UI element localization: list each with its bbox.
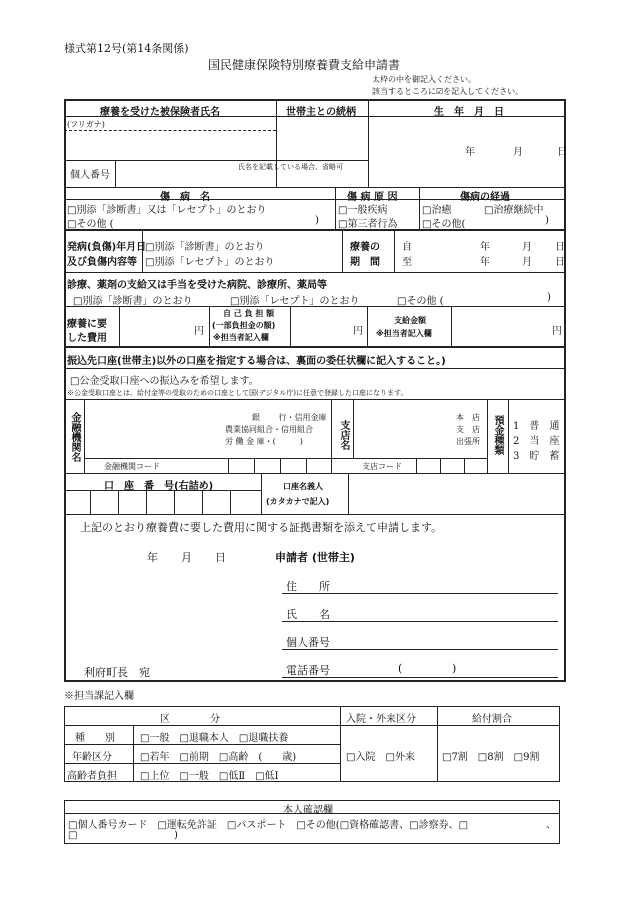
cost-yen: 円 xyxy=(194,326,204,337)
bank-type-3: 労 働 金 庫・( ) xyxy=(225,437,303,446)
inpatient-header: 入院・外来区分 xyxy=(346,714,416,725)
progress-continuing[interactable]: □治療継続中 xyxy=(484,205,544,216)
progress-cured[interactable]: □治癒 xyxy=(422,205,452,216)
to-month-label: 月 xyxy=(522,257,532,268)
account-holder-label-1: 口座名義人 xyxy=(283,482,323,491)
payment-yen: 円 xyxy=(552,326,562,337)
onset-option-diagnosis[interactable]: □別添「診断書」のとおり xyxy=(145,242,265,253)
applicant-name-label: 氏 名 xyxy=(286,608,330,621)
identity-options-line-1[interactable]: □個人番号カード □運転免許証 □パスポート □その他(□資格確認書、□診察券、□ xyxy=(68,820,469,831)
deposit-type-3[interactable]: 3 貯 蓄 xyxy=(513,451,560,462)
hospital-option-other[interactable]: □その他 ( xyxy=(397,296,444,307)
payment-label-2: ※担当者記入欄 xyxy=(376,329,432,338)
payment-label-1: 支給金額 xyxy=(394,316,426,325)
public-account-note: ※公金受取口座とは、給付金等の受取のための口座として国(デジタル庁)に任意で登録した口座になります。 xyxy=(67,389,408,397)
relationship-field[interactable] xyxy=(278,118,366,160)
address-field[interactable] xyxy=(340,575,558,592)
disease-name-option-other[interactable]: □その他 ( xyxy=(67,219,114,230)
account-holder-label-2: (カタカナで記入) xyxy=(266,497,330,506)
bank-type-1: 銀 行・信用金庫 xyxy=(252,413,327,422)
disease-name-header: 傷 病 名 xyxy=(160,192,210,203)
inpatient-options[interactable]: □入院 □外来 xyxy=(346,752,415,763)
recipient: 利府町長 宛 xyxy=(84,666,150,679)
elderly-burden-label: 高齢者負担 xyxy=(67,771,117,782)
birth-month-label: 月 xyxy=(513,147,523,158)
to-day-label: 日 xyxy=(555,257,565,268)
hospital-option-receipt[interactable]: □別添「レセプト」のとおり xyxy=(230,296,360,307)
form-title: 国民健康保険特別療養費支給申請書 xyxy=(208,58,401,72)
phone-paren-open: ( xyxy=(398,662,403,675)
instruction-line-2: 該当するところに☑を記入してください。 xyxy=(372,87,524,96)
cost-label-1: 療養に要 xyxy=(67,319,107,330)
age-category-label: 年齢区分 xyxy=(72,752,112,763)
branch-type-2: 支 店 xyxy=(456,425,480,434)
branch-label: 支店名 xyxy=(338,420,349,450)
personal-number-field[interactable] xyxy=(117,172,365,186)
bank-type-2: 農業協同組合・信用組合 xyxy=(225,425,313,434)
disease-cause-header: 傷 病 原 因 xyxy=(347,192,398,203)
branch-code-label: 支店コード xyxy=(362,462,402,471)
personal-number-label: 個人番号 xyxy=(70,170,110,181)
identity-options-line-1-close: 、 xyxy=(546,820,556,831)
from-year-label: 年 xyxy=(480,242,490,253)
public-account-option[interactable]: □公金受取口座への振込みを希望します。 xyxy=(70,376,259,387)
copay-label-1: 自 己 負 担 額 xyxy=(223,309,275,318)
copay-label-2: (一部負担金の額) xyxy=(212,321,276,330)
type-options[interactable]: □一般 □退職本人 □退職扶養 xyxy=(140,733,289,744)
identity-heading: 本人確認欄 xyxy=(283,805,333,816)
apply-year-label: 年 xyxy=(147,551,158,564)
progress-other-close: ) xyxy=(545,215,549,226)
period-label-1: 療養の xyxy=(350,242,380,253)
instruction-line-1: 太枠の中を御記入ください。 xyxy=(372,75,476,84)
applicant-label: 申請者 (世帯主) xyxy=(275,551,355,564)
hospital-heading: 診療、薬剤の支給又は手当を受けた病院、診療所、薬局等 xyxy=(67,280,327,291)
copay-yen: 円 xyxy=(353,326,363,337)
identity-options-line-2-close: ) xyxy=(174,830,178,841)
declaration-text: 上記のとおり療養費に要した費用に関する証拠書類を添えて申請します。 xyxy=(80,521,443,534)
hospital-option-other-close: ) xyxy=(547,292,551,303)
account-holder-field[interactable] xyxy=(350,475,564,513)
transfer-heading: 振込先口座(世帯主)以外の口座を指定する場合は、裏面の委任状欄に記入すること。) xyxy=(67,356,446,367)
apply-month-label: 月 xyxy=(181,551,192,564)
period-from-label: 自 xyxy=(402,242,412,253)
applicant-name-field[interactable] xyxy=(340,603,558,620)
disease-progress-header: 傷病の経過 xyxy=(460,192,510,203)
deposit-type-2[interactable]: 2 当 座 xyxy=(513,436,560,447)
name-note: 氏名を記載している場合、省略可 xyxy=(238,163,343,171)
cause-third-party[interactable]: □第三者行為 xyxy=(338,219,398,230)
applicant-personal-number-field[interactable] xyxy=(340,631,558,648)
progress-other[interactable]: □その他( xyxy=(422,219,466,230)
benefit-ratio-header: 給付割合 xyxy=(472,714,512,725)
onset-label-1: 発病(負傷)年月日 xyxy=(67,242,147,253)
apply-day-label: 日 xyxy=(215,551,226,564)
bank-name-label: 金融機関名 xyxy=(69,412,80,462)
furigana-label: (フリガナ) xyxy=(67,120,105,129)
deposit-type-1[interactable]: 1 普 通 xyxy=(513,421,560,432)
patient-name-header: 療養を受けた被保険者氏名 xyxy=(100,107,220,118)
cause-general[interactable]: □一般疾病 xyxy=(338,205,388,216)
disease-name-option-other-close: ) xyxy=(315,215,319,226)
to-year-label: 年 xyxy=(480,257,490,268)
from-day-label: 日 xyxy=(555,242,565,253)
period-to-label: 至 xyxy=(402,257,412,268)
address-label: 住 所 xyxy=(286,580,330,593)
deposit-type-label: 預金種類 xyxy=(492,415,503,455)
hospital-option-diagnosis[interactable]: □別添「診断書」のとおり xyxy=(73,296,193,307)
type-label: 種 別 xyxy=(75,733,115,744)
age-category-options[interactable]: □若年 □前期 □高齢 ( 歳) xyxy=(140,752,297,763)
disease-name-option-attached[interactable]: □別添「診断書」又は「レセプト」のとおり xyxy=(67,205,267,216)
elderly-burden-options[interactable]: □上位 □一般 □低Ⅱ □低Ⅰ xyxy=(140,771,279,782)
period-label-2: 期 間 xyxy=(350,257,380,268)
from-month-label: 月 xyxy=(522,242,532,253)
bank-code-label: 金融機関コード xyxy=(104,462,160,471)
identity-options-line-2[interactable]: □ xyxy=(68,830,78,841)
phone-label: 電話番号 xyxy=(286,664,330,677)
form-number: 様式第12号(第14条関係) xyxy=(64,42,189,55)
benefit-ratio-options[interactable]: □7割 □8割 □9割 xyxy=(442,752,540,763)
phone-field[interactable] xyxy=(340,659,558,676)
branch-type-1: 本 店 xyxy=(456,413,480,422)
cost-label-2: した費用 xyxy=(67,333,107,344)
phone-paren-close: ) xyxy=(452,662,457,675)
applicant-personal-number-label: 個人番号 xyxy=(286,636,330,649)
birthdate-header: 生 年 月 日 xyxy=(434,107,504,118)
relationship-header: 世帯主との続柄 xyxy=(286,107,356,118)
account-number-label: 口 座 番 号(右詰め) xyxy=(104,481,214,492)
staff-section-heading: ※担当課記入欄 xyxy=(64,691,134,702)
birth-day-label: 日 xyxy=(557,147,567,158)
copay-label-3: ※担当者記入欄 xyxy=(213,333,269,342)
branch-type-3: 出張所 xyxy=(456,437,480,446)
patient-name-field[interactable] xyxy=(66,132,274,158)
category-header: 区 分 xyxy=(160,714,220,725)
birth-year-label: 年 xyxy=(465,147,475,158)
onset-label-2: 及び負傷内容等 xyxy=(67,257,137,268)
onset-option-receipt[interactable]: □別添「レセプト」のとおり xyxy=(145,257,275,268)
